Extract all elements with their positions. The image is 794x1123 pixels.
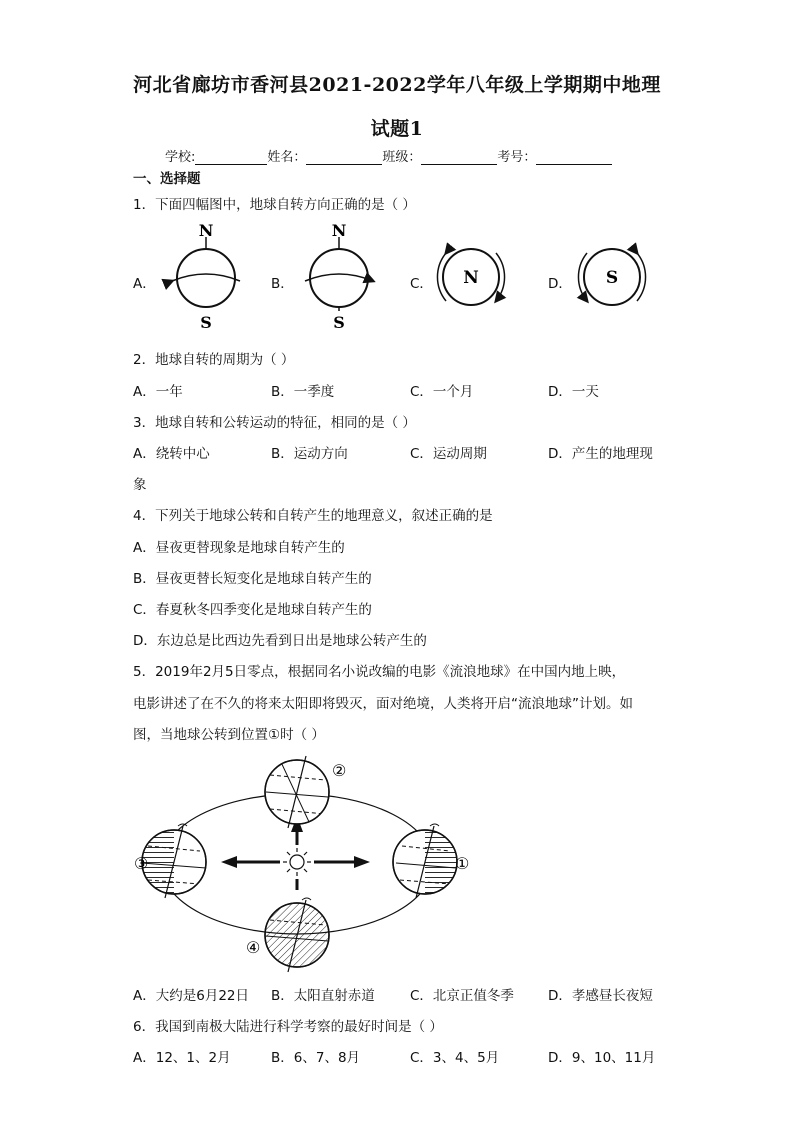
q6-option-a[interactable]: A．12、1、2月 bbox=[133, 1050, 231, 1066]
position-3-label: ③ bbox=[134, 854, 149, 873]
q3-option-a[interactable]: A．绕转中心 bbox=[133, 446, 210, 462]
q4-option-a[interactable]: A．昼夜更替现象是地球自转产生的 bbox=[133, 540, 345, 556]
exam-title-line1: 河北省廊坊市香河县2021-2022学年八年级上学期期中地理 bbox=[133, 74, 661, 96]
q1-figures bbox=[0, 215, 794, 335]
exam-number-blank[interactable] bbox=[536, 150, 612, 165]
exam-number-label: 考号： bbox=[497, 150, 537, 165]
q1-stem: 1．下面四幅图中，地球自转方向正确的是（ ） bbox=[133, 197, 416, 213]
globe-c-n-label: N bbox=[463, 268, 479, 288]
q4-option-c[interactable]: C．春夏秋冬四季变化是地球自转产生的 bbox=[133, 602, 372, 618]
q2-option-c[interactable]: C．一个月 bbox=[410, 384, 474, 400]
class-blank[interactable] bbox=[421, 150, 497, 165]
q3-option-d-continued: 象 bbox=[133, 477, 147, 493]
q3-option-d[interactable]: D．产生的地理现 bbox=[548, 446, 653, 462]
globe-b-n-label: N bbox=[331, 221, 347, 240]
q1-option-d[interactable]: D． bbox=[548, 276, 572, 292]
position-1-label: ① bbox=[455, 854, 470, 873]
q6-option-c[interactable]: C．3、4、5月 bbox=[410, 1050, 500, 1066]
q3-option-c[interactable]: C．运动周期 bbox=[410, 446, 487, 462]
q5-stem-line3: 图，当地球公转到位置①时（ ） bbox=[133, 727, 325, 743]
earth-position-3 bbox=[140, 824, 206, 898]
position-2-label: ② bbox=[332, 761, 347, 780]
section-heading: 一、选择题 bbox=[133, 171, 201, 187]
globe-d-icon bbox=[578, 249, 645, 305]
exam-title-line2: 试题1 bbox=[370, 118, 424, 140]
q6-option-b[interactable]: B．6、7、8月 bbox=[271, 1050, 361, 1066]
q5-option-d[interactable]: D．孝感昼长夜短 bbox=[548, 988, 653, 1004]
earth-position-1 bbox=[393, 824, 459, 898]
q5-option-a[interactable]: A．大约是6月22日 bbox=[133, 988, 250, 1004]
q6-option-d[interactable]: D．9、10、11月 bbox=[548, 1050, 656, 1066]
q2-option-b[interactable]: B．一季度 bbox=[271, 384, 335, 400]
globe-a-n-label: N bbox=[198, 221, 214, 240]
q5-stem-line2: 电影讲述了在不久的将来太阳即将毁灭，面对绝境，人类将开启“流浪地球”计划。如 bbox=[133, 696, 633, 712]
q1-option-b[interactable]: B． bbox=[271, 276, 294, 292]
globe-d-s-label: S bbox=[605, 268, 619, 288]
q3-option-b[interactable]: B．运动方向 bbox=[271, 446, 348, 462]
globe-c-icon bbox=[437, 249, 504, 305]
q5-stem-line1: 5．2019年2月5日零点，根据同名小说改编的电影《流浪地球》在中国内地上映， bbox=[133, 664, 626, 680]
q2-option-a[interactable]: A．一年 bbox=[133, 384, 183, 400]
position-4-label: ④ bbox=[246, 938, 261, 957]
q1-option-c[interactable]: C． bbox=[410, 276, 433, 292]
student-info-row bbox=[165, 146, 612, 165]
q2-stem: 2．地球自转的周期为（ ） bbox=[133, 352, 295, 368]
sun-ray-arrows bbox=[221, 816, 370, 890]
globe-b-icon bbox=[305, 221, 373, 332]
sun-icon bbox=[283, 848, 311, 876]
q5-option-b[interactable]: B．太阳直射赤道 bbox=[271, 988, 375, 1004]
school-label: 学校: bbox=[165, 150, 196, 165]
globe-a-s-label: S bbox=[200, 313, 212, 332]
orbit-diagram bbox=[120, 750, 480, 975]
q2-option-d[interactable]: D．一天 bbox=[548, 384, 599, 400]
name-blank[interactable] bbox=[306, 150, 382, 165]
q3-stem: 3．地球自转和公转运动的特征，相同的是（ ） bbox=[133, 415, 416, 431]
school-blank[interactable] bbox=[195, 150, 267, 165]
q4-option-b[interactable]: B．昼夜更替长短变化是地球自转产生的 bbox=[133, 571, 372, 587]
q4-option-d[interactable]: D．东边总是比西边先看到日出是地球公转产生的 bbox=[133, 633, 427, 649]
earth-position-4 bbox=[265, 898, 329, 972]
q6-stem: 6．我国到南极大陆进行科学考察的最好时间是（ ） bbox=[133, 1019, 443, 1035]
q5-option-c[interactable]: C．北京正值冬季 bbox=[410, 988, 514, 1004]
q4-stem: 4．下列关于地球公转和自转产生的地理意义，叙述正确的是 bbox=[133, 508, 493, 524]
globe-b-s-label: S bbox=[333, 313, 345, 332]
class-label: 班级： bbox=[382, 150, 422, 165]
name-label: 姓名： bbox=[267, 150, 307, 165]
globe-a-icon bbox=[172, 221, 240, 332]
earth-position-2 bbox=[265, 756, 329, 828]
q1-option-a[interactable]: A． bbox=[133, 276, 156, 292]
